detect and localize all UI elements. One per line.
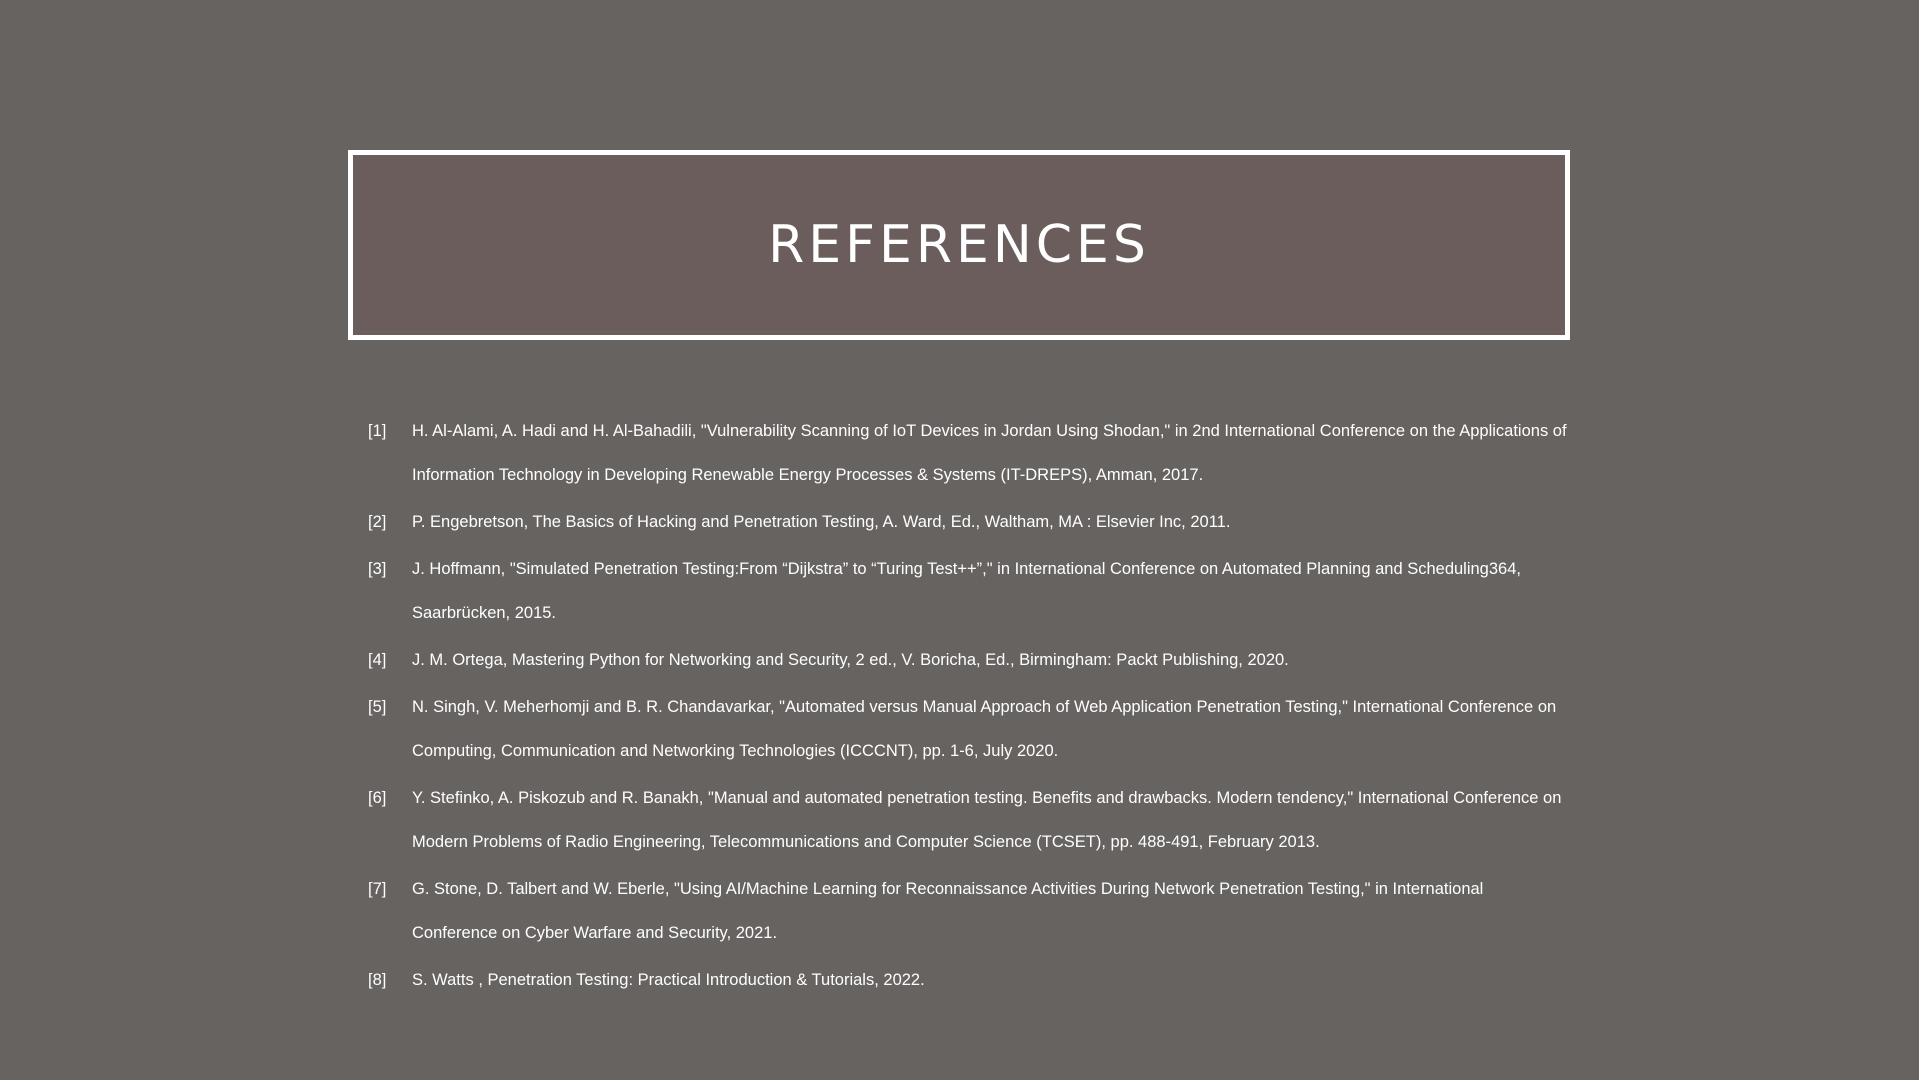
reference-text: P. Engebretson, The Basics of Hacking and Penetration Testing, A. Ward, Ed., Waltham, MA : Elsevier Inc, 2011. (412, 513, 1231, 531)
reference-text: J. M. Ortega, Mastering Python for Networking and Security, 2 ed., V. Boricha, Ed., Birmingham: Packt Publishing, 2020. (412, 651, 1289, 669)
reference-item (368, 958, 1568, 1002)
references-list (368, 409, 1568, 1005)
reference-number: [2] (368, 513, 387, 531)
reference-item (368, 547, 1568, 635)
reference-number: [1] (368, 422, 387, 440)
reference-number: [6] (368, 789, 387, 807)
reference-item (368, 867, 1568, 955)
reference-item (368, 409, 1568, 497)
slide-title: REFERENCES (768, 215, 1150, 275)
reference-item (368, 776, 1568, 864)
reference-item (368, 500, 1568, 544)
reference-item (368, 638, 1568, 682)
reference-number: [8] (368, 971, 387, 989)
reference-text: S. Watts , Penetration Testing: Practical Introduction & Tutorials, 2022. (412, 971, 925, 989)
reference-number: [3] (368, 560, 387, 578)
reference-number: [7] (368, 880, 387, 898)
reference-item (368, 685, 1568, 773)
reference-text: G. Stone, D. Talbert and W. Eberle, "Using AI/Machine Learning for Reconnaissance Activities During Network Penetration Testing," in International Conference on Cyber Warfare and Security, 2021. (412, 880, 1484, 942)
title-box (348, 150, 1570, 340)
reference-text: H. Al-Alami, A. Hadi and H. Al-Bahadili, "Vulnerability Scanning of IoT Devices in Jordan Using Shodan," in 2nd International Conference on the Applications of Information Technology in Developing Renewable Energy Processes & Systems (IT-DREPS), Amman, 2017. (412, 422, 1567, 484)
reference-number: [5] (368, 698, 387, 716)
reference-text: Y. Stefinko, A. Piskozub and R. Banakh, "Manual and automated penetration testing. Benefits and drawbacks. Modern tendency," International Conference on Modern Problems of Radio Engineering, Telecommunications and Computer Science (TCSET), pp. 488-491, February 2013. (412, 789, 1562, 851)
reference-text: J. Hoffmann, "Simulated Penetration Testing:From “Dijkstra” to “Turing Test++”," in International Conference on Automated Planning and Scheduling364, Saarbrücken, 2015. (412, 560, 1521, 622)
reference-number: [4] (368, 651, 387, 669)
reference-text: N. Singh, V. Meherhomji and B. R. Chandavarkar, "Automated versus Manual Approach of Web Application Penetration Testing," International Conference on Computing, Communication and Networking Technologies (ICCCNT), pp. 1-6, July 2020. (412, 698, 1557, 760)
